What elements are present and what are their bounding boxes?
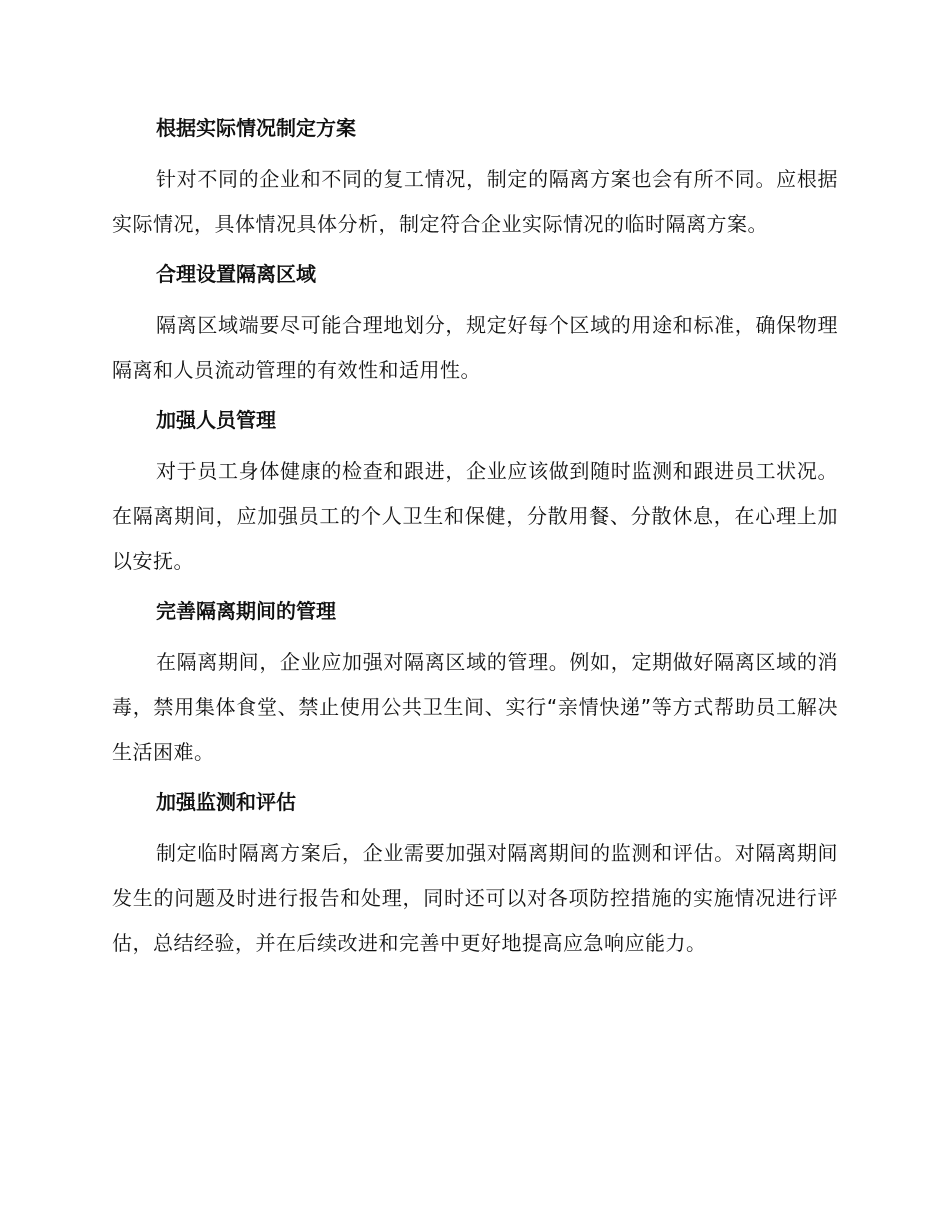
section-isolation-area [112, 259, 838, 393]
section-heading: 加强人员管理 [156, 408, 276, 432]
section-staff-management [112, 405, 838, 584]
section-isolation-period-management [112, 596, 838, 775]
section-paragraph: 对于员工身体健康的检查和跟进，企业应该做到随时监测和跟进员工状况。在隔离期间，应加强员工的个人卫生和保健，分散用餐、分散休息，在心理上加以安抚。 [112, 459, 838, 573]
section-paragraph: 针对不同的企业和不同的复工情况，制定的隔离方案也会有所不同。应根据实际情况，具体情况具体分析，制定符合企业实际情况的临时隔离方案。 [112, 167, 838, 236]
section-heading: 合理设置隔离区域 [156, 262, 316, 286]
section-paragraph: 隔离区域端要尽可能合理地划分，规定好每个区域的用途和标准，确保物理隔离和人员流动管理的有效性和适用性。 [112, 313, 838, 382]
section-heading: 根据实际情况制定方案 [156, 116, 356, 140]
section-monitoring-evaluation [112, 787, 838, 966]
section-heading: 加强监测和评估 [156, 790, 296, 814]
section-paragraph: 制定临时隔离方案后，企业需要加强对隔离期间的监测和评估。对隔离期间发生的问题及时进行报告和处理，同时还可以对各项防控措施的实施情况进行评估，总结经验，并在后续改进和完善中更好地提高应急响应能力。 [112, 841, 838, 955]
section-plan [112, 113, 838, 247]
section-paragraph: 在隔离期间，企业应加强对隔离区域的管理。例如，定期做好隔离区域的消毒，禁用集体食堂、禁止使用公共卫生间、实行“亲情快递”等方式帮助员工解决生活困难。 [112, 650, 838, 764]
section-heading: 完善隔离期间的管理 [156, 599, 336, 623]
